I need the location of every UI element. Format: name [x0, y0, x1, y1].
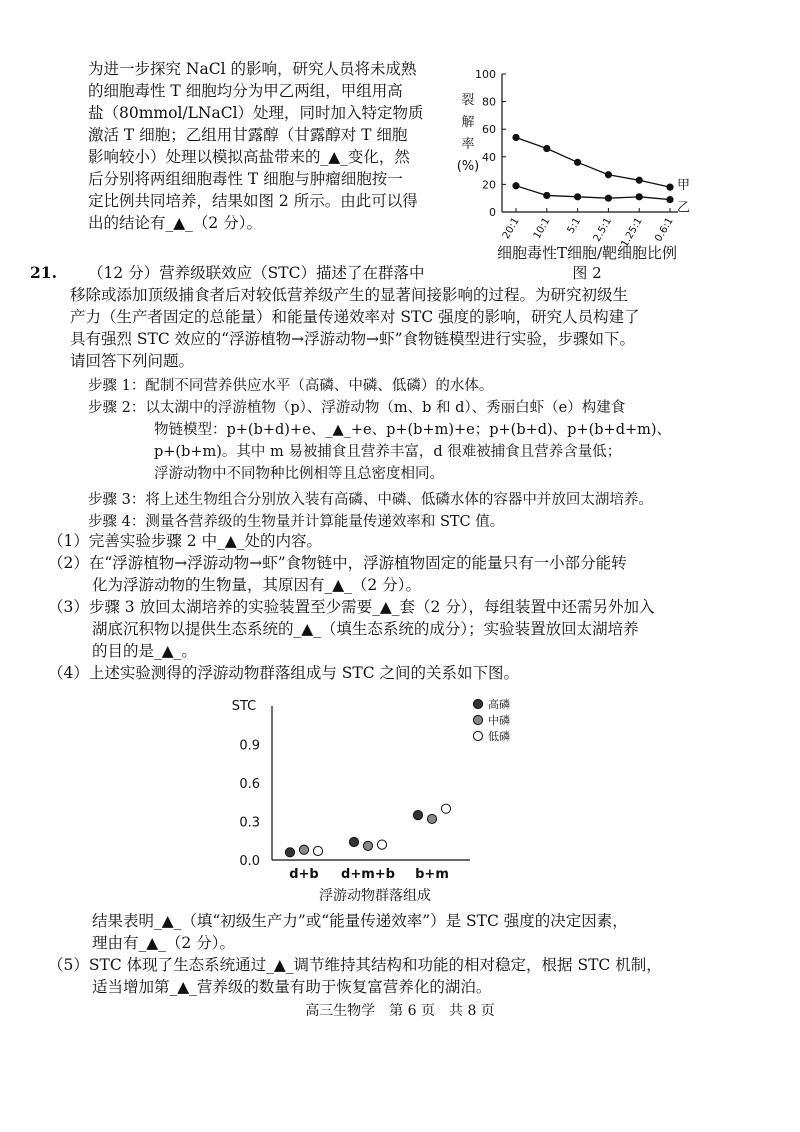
- y-tick-label: 100: [475, 68, 496, 81]
- step-line: 浮游动物中不同物种比例相等且总密度相同。: [154, 466, 444, 482]
- q21-line: 产力（生产者固定的总能量）和能量传递效率对 STC 强度的影响，研究人员构建了: [70, 308, 640, 326]
- figure-2-line-chart: [452, 60, 702, 260]
- x-tick-label: 10:1: [531, 216, 553, 241]
- x-tick-label: 0.6:1: [653, 216, 676, 244]
- data-point: [349, 837, 358, 846]
- y-axis-label: 率: [461, 137, 475, 152]
- data-point: [543, 145, 550, 152]
- data-point: [313, 846, 322, 855]
- y-axis-label: STC: [231, 699, 257, 714]
- intro-line: 影响较小）处理以模拟高盐带来的_▲_变化，然: [88, 148, 410, 166]
- intro-line: 激活 T 细胞；乙组用甘露醇（甘露醇对 T 细胞: [88, 126, 408, 144]
- legend-marker: [473, 699, 482, 708]
- question-line: （1）完善实验步骤 2 中_▲_处的内容。: [48, 532, 322, 550]
- q21-number: [30, 262, 57, 284]
- data-point: [441, 804, 450, 813]
- page-footer: 高三生物学 第 6 页 共 8 页: [305, 1003, 495, 1019]
- data-point: [574, 159, 581, 166]
- x-tick-label: 20:1: [500, 216, 522, 241]
- x-tick-label: d+b: [289, 867, 319, 882]
- question-line: （2）在“浮游植物→浮游动物→虾”食物链中，浮游植物固定的能量只有一小部分能转: [48, 554, 627, 572]
- series-line-乙: [516, 186, 670, 200]
- data-point: [605, 171, 612, 178]
- q21-line: 具有强烈 STC 效应的“浮游植物→浮游动物→虾”食物链模型进行实验，步骤如下。: [70, 330, 635, 348]
- y-tick-label: 60: [482, 123, 496, 137]
- question-line: 理由有_▲_（2 分）。: [92, 934, 235, 952]
- y-axis-label: 裂: [461, 93, 475, 108]
- data-point: [574, 193, 581, 200]
- data-point: [666, 196, 673, 203]
- q21-line: （12 分）营养级联效应（STC）描述了在群落中: [88, 264, 425, 282]
- intro-line: 定比例共同培养，结果如图 2 所示。由此可以得: [88, 192, 418, 210]
- x-tick-label: 2.5:1: [591, 216, 614, 244]
- data-point: [377, 840, 386, 849]
- legend-label: 高磷: [488, 698, 510, 711]
- question-line: 结果表明_▲_（填“初级生产力”或“能量传递效率”）是 STC 强度的决定因素，: [92, 912, 628, 930]
- q21-intro: [88, 262, 424, 284]
- step-line: 步骤 4：测量各营养级的生物量并计算能量传递效率和 STC 值。: [88, 514, 505, 530]
- step-line: 步骤 1：配制不同营养供应水平（高磷、中磷、低磷）的水体。: [88, 378, 494, 394]
- q21-steps: [88, 375, 671, 533]
- data-point: [285, 848, 294, 857]
- series-line-甲: [516, 137, 670, 187]
- q21-questions: [48, 530, 655, 684]
- legend-label: 低磷: [488, 730, 510, 743]
- series-label: 甲: [677, 178, 691, 194]
- series-label: 乙: [677, 200, 691, 216]
- data-point: [363, 841, 372, 850]
- q21-after-chart: [48, 910, 662, 998]
- y-tick-label: 0.6: [239, 777, 260, 792]
- step-line: 步骤 3：将上述生物组合分别放入装有高磷、中磷、低磷水体的容器中并放回太湖培养。: [88, 492, 653, 508]
- y-tick-label: 80: [482, 95, 496, 109]
- data-point: [636, 177, 643, 184]
- intro-line: 盐（80mmol/LNaCl）处理，同时加入特定物质: [88, 104, 424, 122]
- x-axis-label: 浮游动物群落组成: [319, 888, 431, 904]
- q21-intro-cont: [70, 284, 640, 372]
- y-tick-label: 0.0: [239, 854, 260, 869]
- x-tick-label: d+m+b: [341, 867, 395, 882]
- step-line: p+(b+m)。其中 m 易被捕食且营养丰富，d 很难被捕食且营养含量低；: [154, 444, 622, 460]
- legend-label: 中磷: [488, 714, 510, 727]
- data-point: [543, 192, 550, 199]
- q21-line: 移除或添加顶级捕食者后对较低营养级产生的显著间接影响的过程。为研究初级生: [70, 286, 629, 304]
- intro-paragraph: [88, 58, 424, 234]
- data-point: [605, 195, 612, 202]
- data-point: [512, 182, 519, 189]
- figure-2-xlabel: 细胞毒性T细胞/靶细胞比例: [496, 244, 678, 262]
- y-tick-label: 0: [489, 206, 496, 219]
- y-tick-label: 40: [482, 150, 496, 164]
- y-axis-label: 解: [461, 115, 475, 130]
- question-line: （4）上述实验测得的浮游动物群落组成与 STC 之间的关系如下图。: [48, 664, 520, 682]
- data-point: [413, 810, 422, 819]
- question-line: 湖底沉积物以提供生态系统的_▲_（填生态系统的成分）；实验装置放回太湖培养: [92, 620, 639, 638]
- legend-marker: [473, 731, 482, 740]
- step-line: 步骤 2：以太湖中的浮游植物（p）、浮游动物（m、b 和 d）、秀丽白虾（e）构建食: [88, 400, 626, 416]
- data-point: [427, 814, 436, 823]
- data-point: [636, 193, 643, 200]
- intro-line: 的细胞毒性 T 细胞均分为甲乙两组，甲组用高: [88, 82, 403, 100]
- y-tick-label: 0.3: [239, 815, 260, 831]
- data-point: [666, 184, 673, 191]
- data-point: [299, 845, 308, 854]
- x-tick-label: 1.25:1: [619, 216, 645, 250]
- stc-scatter-chart: [220, 688, 540, 910]
- legend-marker: [473, 715, 482, 724]
- intro-line: 后分别将两组细胞毒性 T 细胞与肿瘤细胞按一: [88, 170, 403, 188]
- intro-line: 出的结论有_▲_（2 分）。: [88, 214, 262, 232]
- y-tick-label: 0.9: [239, 738, 260, 754]
- q21-number-label: 21.: [30, 263, 57, 282]
- question-line: （5）STC 体现了生态系统通过_▲_调节维持其结构和功能的相对稳定，根据 STC 机制，: [48, 956, 662, 974]
- y-tick-label: 20: [482, 178, 496, 192]
- y-axis-label: (%): [456, 159, 480, 174]
- question-line: （3）步骤 3 放回太湖培养的实验装置至少需要_▲_套（2 分），每组装置中还需另外加入: [48, 598, 655, 616]
- data-point: [512, 134, 519, 141]
- question-line: 的目的是_▲_。: [92, 642, 197, 660]
- step-line: 物链模型：p+(b+d)+e、_▲_+e、p+(b+m)+e；p+(b+d)、p+(b+d+m)、: [154, 422, 672, 438]
- intro-line: 为进一步探究 NaCl 的影响，研究人员将未成熟: [88, 60, 417, 78]
- figure-2-caption: 图 2: [572, 264, 602, 282]
- x-tick-label: b+m: [415, 867, 449, 882]
- question-line: 化为浮游动物的生物量，其原因有_▲_（2 分）。: [92, 576, 421, 594]
- q21-line: 请回答下列问题。: [70, 352, 195, 370]
- question-line: 适当增加第_▲_营养级的数量有助于恢复富营养化的湖泊。: [92, 978, 492, 996]
- x-tick-label: 5:1: [565, 216, 584, 236]
